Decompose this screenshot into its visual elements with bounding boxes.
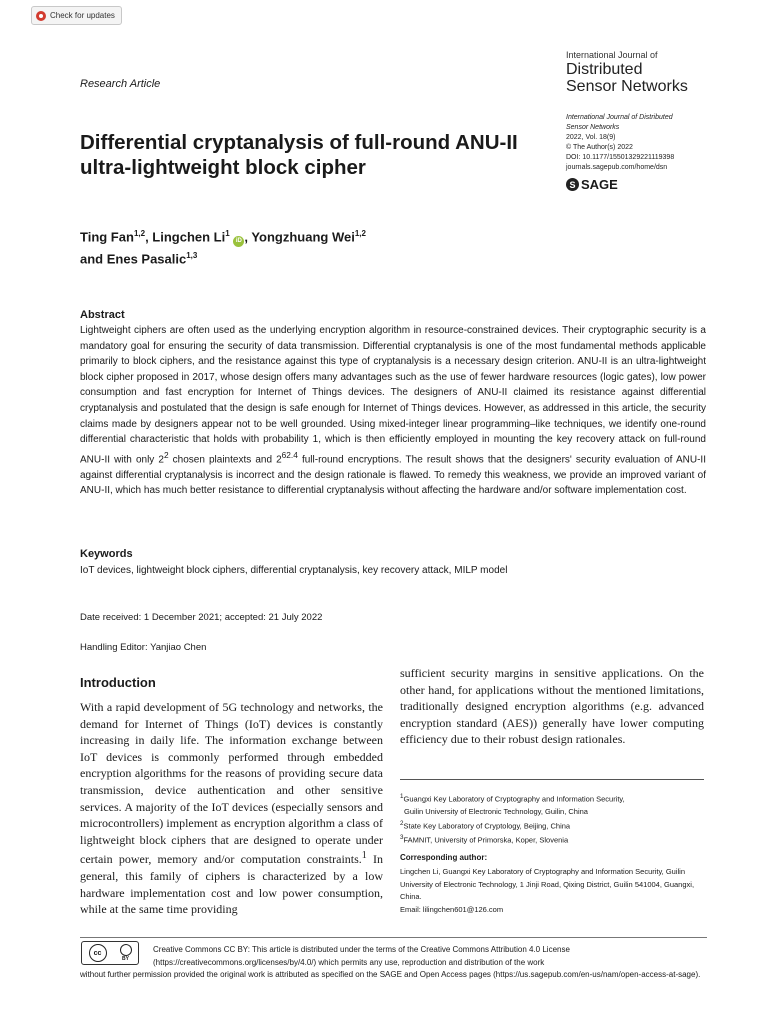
keywords-text: IoT devices, lightweight block ciphers, differential cryptanalysis, key recovery attack, MILP model (80, 565, 508, 576)
license-text (80, 944, 708, 982)
jinfo-doi[interactable]: DOI: 10.1177/15501329221119398 (566, 154, 675, 161)
jinfo-url[interactable]: journals.sagepub.com/home/dsn (566, 164, 668, 171)
license-line2[interactable]: (https://creativecommons.org/licenses/by/4.0/) which permits any use, reproduction and distribution of the work (153, 957, 545, 967)
abstract-part1: Lightweight ciphers are often used as the underlying encryption algorithm in resource-constrained devices. Their cryptographic security is a mandatory goal for ensuring the security of data transmission. Differential cryptanalysis is one of the most fundamental methods applicable primarily to block ciphers, and the resistance against this type of cryptanalysis is a necessary design criterion. ANU-II is an ultra-lightweight block cipher proposed in 2017, whose design offers many advantages such as the use of fewer hardware resources (logic gates), low power consumption and fast encryption for Internet of Things devices. The designers of ANU-II claimed its resistance against differential cryptanalysis and postulated that the design is safe enough for Internet of Things devices. However, as addressed in this article, the security claims made by designers appear not to be well grounded. Using mixed-integer linear programming–like techniques, we identify one-round differential characteristic that holds with probability 1, which is then efficiently employed in mounting the key recovery attack on full-round ANU-II with only 2 (80, 325, 706, 466)
keywords-heading: Keywords (80, 548, 133, 560)
introduction-left-column (80, 699, 383, 918)
jinfo-journal-1: International Journal of Distributed (566, 114, 673, 121)
sage-logo (566, 177, 618, 192)
article-type: Research Article (80, 78, 161, 90)
intro-left-part2: In general, this family of ciphers is characterized by a low hardware implementation cost and low power consumption, while at the same time providing (80, 852, 383, 917)
license-line1: Creative Commons CC BY: This article is distributed under the terms of the Creative Commons Attribution 4.0 License (153, 945, 570, 954)
person-icon (120, 944, 132, 956)
author-3[interactable]: Yongzhuang Wei (251, 229, 355, 245)
creative-commons-badge[interactable] (81, 941, 139, 965)
affil-1-line2: Guilin University of Electronic Technology, Guilin, China (404, 806, 588, 816)
affiliation-2 (400, 818, 710, 833)
journal-logo-line2: Distributed (566, 61, 643, 78)
journal-logo-line3: Sensor Networks (566, 78, 688, 95)
dates-received: Date received: 1 December 2021; accepted: 21 July 2022 (80, 612, 323, 623)
affil-3-text: FAMNIT, University of Primorska, Koper, Slovenia (403, 835, 569, 845)
journal-info (566, 113, 746, 173)
affil-1-sup: 1 (400, 793, 404, 800)
jinfo-volume: 2022, Vol. 18(9) (566, 134, 616, 141)
author-4-sup: 1,3 (186, 251, 198, 261)
license-line3: without further permission provided the original work is attributed as specified on the SAGE and Open Access pages (80, 970, 491, 979)
affiliations (400, 791, 710, 847)
author-3-sup: 1,2 (354, 229, 366, 238)
abstract-part2: chosen plaintexts and 2 (168, 454, 282, 466)
check-for-updates-badge[interactable] (31, 6, 122, 25)
abstract-sup2: 62.4 (281, 449, 298, 460)
cc-by-icon (120, 944, 132, 962)
license-line4[interactable]: (https://us.sagepub.com/en-us/nam/open-access-at-sage). (493, 970, 701, 979)
article-title: Differential cryptanalysis of full-round ANU-II ultra-lightweight block cipher (80, 131, 518, 179)
author-list: Ting Fan$^{1,2}$, Lingchen Li$^1$ iD , Yongzhuang Wei$^{1,2}$ and Enes Pasalic$^{1,3}$ (80, 229, 366, 267)
abstract-part3: full-round encryptions. The result shows that the designers' security evaluation of ANU-II against differential cryptanalysis is incorrect and the design rationale is flawed. To remedy this weakness, we provide an improved variant of ANU-II, which has much better resistance to differential cryptanalysis without affecting the hardware and/or software implementation cost. (80, 454, 706, 497)
cc-by-label: BY (122, 956, 129, 962)
author-2[interactable]: Lingchen Li (152, 229, 226, 245)
abstract-heading: Abstract (80, 309, 125, 321)
update-icon (36, 11, 46, 21)
affil-2-text: State Key Laboratory of Cryptology, Beijing, China (403, 821, 571, 830)
author-1-sup: 1,2 (133, 229, 146, 238)
introduction-right-column: sufficient security margins in sensitive applications. On the other hand, for applications without the mentioned limitations, traditionally designed encryption algorithms (e.g. advanced encryption standard (AES)) generally have lower computing efficiency due to their robust design rationales. (400, 666, 704, 747)
intro-left-part1: With a rapid development of 5G technology and networks, the demand for Internet of Things (IoT) devices is constantly increasing in daily life. The information exchange between IoT devices is commonly performed through embedded encryption algorithms for the reasons of providing secure data transmission, device authentication and other sensitive services. A majority of the IoT devices (especially sensors and microcontrollers) implement as encryption algorithm a class of lightweight block ciphers that are designed to operate under certain power, memory and/or computation constraints. (80, 700, 383, 867)
orcid-icon[interactable]: iD (233, 236, 244, 247)
corresponding-author-heading: Corresponding author: (400, 853, 488, 862)
author-2-sup: 1 (225, 229, 230, 238)
affil-2-sup: 2 (400, 819, 404, 827)
cc-icon: cc (89, 944, 107, 962)
affiliation-1 (400, 791, 710, 806)
journal-logo (566, 50, 746, 95)
abstract-text (80, 323, 706, 499)
affiliation-3 (400, 832, 710, 847)
jinfo-copyright: © The Author(s) 2022 (566, 144, 633, 151)
jinfo-journal-2: Sensor Networks (566, 124, 620, 131)
corresponding-author-text: Lingchen Li, Guangxi Key Laboratory of Cryptography and Information Security, Guilin University of Electronic Technology, 1 Jinji Road, Qixing District, Guilin 541004, Guangxi, China. (400, 867, 695, 901)
abstract-sup1: 2 (163, 449, 169, 460)
author-1[interactable]: Ting Fan (80, 229, 134, 245)
corresponding-author-details (400, 866, 700, 916)
affil-3-sup: 3 (400, 834, 404, 841)
corresponding-author-email[interactable]: Email: lilingchen601@126.com (400, 904, 504, 914)
introduction-heading: Introduction (80, 675, 156, 690)
footnote-divider (400, 779, 704, 780)
affil-1-line1: Guangxi Key Laboratory of Cryptography and Information Security, (403, 794, 625, 804)
handling-editor: Handling Editor: Yanjiao Chen (80, 642, 207, 653)
sage-s-icon: S (566, 178, 579, 191)
check-updates-label: Check for updates (50, 11, 115, 20)
license-divider (80, 937, 707, 938)
sage-label: SAGE (581, 177, 618, 192)
author-4[interactable]: and Enes Pasalic (80, 251, 187, 267)
intro-citation-1[interactable]: 1 (361, 850, 367, 862)
journal-logo-line1: International Journal of (566, 50, 658, 60)
